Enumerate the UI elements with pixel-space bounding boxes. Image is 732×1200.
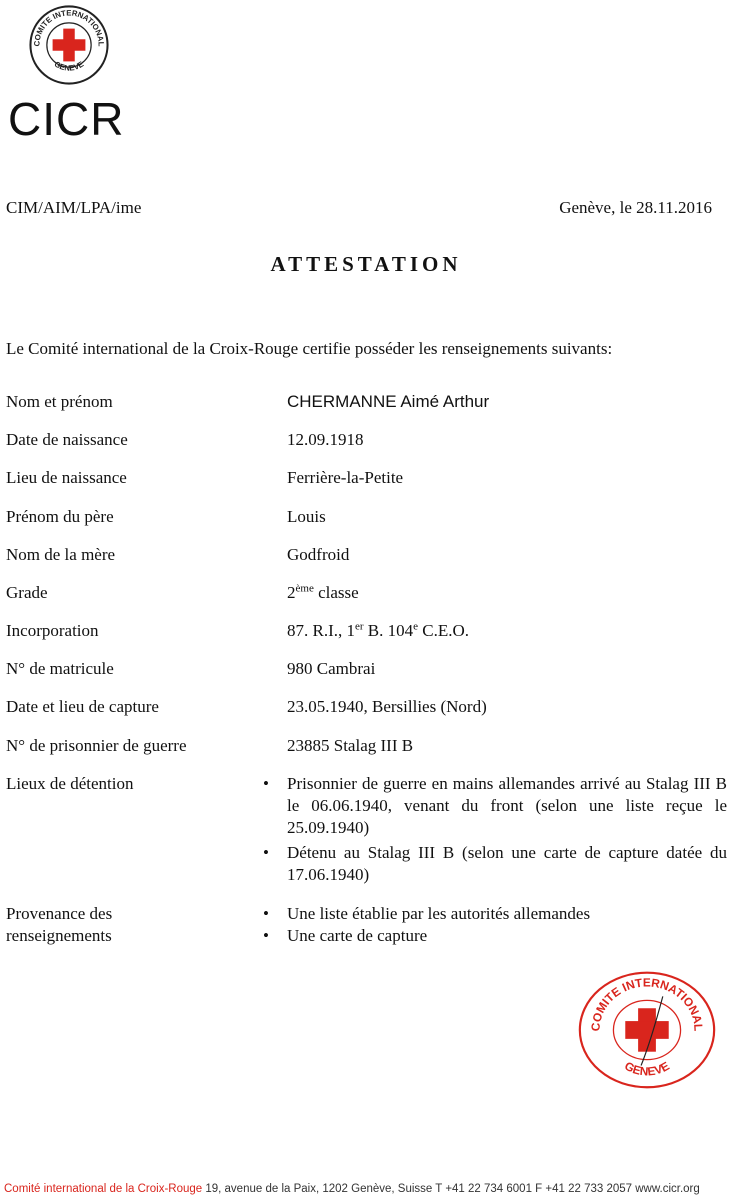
field-value-list <box>263 903 727 947</box>
field-value: 23.05.1940, Bersillies (Nord) <box>287 697 487 716</box>
list-item: • Une liste établie par les autorités allemandes <box>263 904 591 923</box>
field-label: Prénom du père <box>6 507 114 526</box>
field-label: Date de naissance <box>6 430 128 449</box>
field-label: Incorporation <box>6 621 99 640</box>
list-item: • Une carte de capture <box>263 926 428 945</box>
field-label: Grade <box>6 583 48 602</box>
document-title: ATTESTATION <box>270 252 462 276</box>
field-value: 87. R.I., 1er B. 104e C.E.O. <box>287 620 470 640</box>
intro-text: Le Comité international de la Croix-Rouge certifie posséder les renseignements suivants: <box>6 339 613 358</box>
cicr-logo-text: CICR <box>8 93 125 145</box>
footer <box>4 1183 728 1195</box>
document-date: Genève, le 28.11.2016 <box>559 198 712 217</box>
field-label: Lieu de naissance <box>6 468 127 487</box>
field-value: Ferrière-la-Petite <box>287 468 404 487</box>
field-label: Lieux de détention <box>6 774 134 793</box>
svg-text:GENEVE: GENEVE <box>52 59 86 73</box>
field-label: Nom de la mère <box>6 545 116 564</box>
field-value: Godfroid <box>287 545 350 564</box>
field-label: Date et lieu de capture <box>6 697 159 716</box>
list-item: • Prisonnier de guerre en mains allemandes arrivé au Stalag III B le 06.06.1940, venant du front (selon une liste reçue le 25.09.1940) <box>263 774 727 837</box>
icrc-seal-logo <box>28 4 110 86</box>
field-label: N° de matricule <box>6 659 114 678</box>
field-value: 980 Cambrai <box>287 659 376 678</box>
field-value: Louis <box>287 507 326 526</box>
field-label: Nom et prénom <box>6 392 113 411</box>
footer-org-name: Comité international de la Croix-Rouge <box>4 1183 203 1195</box>
svg-text:COMITE INTERNATIONAL: COMITE INTERNATIONAL <box>32 8 106 47</box>
svg-text:COMITE INTERNATIONAL: COMITE INTERNATIONAL <box>588 975 706 1032</box>
field-value-list <box>263 773 727 886</box>
field-value: 12.09.1918 <box>287 430 364 449</box>
field-label: Provenance des renseignements <box>6 904 113 945</box>
svg-text:GENEVE: GENEVE <box>622 1058 672 1079</box>
field-value: 23885 Stalag III B <box>287 736 414 755</box>
field-value: CHERMANNE Aimé Arthur <box>287 392 490 411</box>
red-seal-stamp <box>568 966 726 1090</box>
field-label: N° de prisonnier de guerre <box>6 736 187 755</box>
list-item: • Détenu au Stalag III B (selon une carte de capture datée du 17.06.1940) <box>263 843 727 884</box>
field-value: 2ème classe <box>287 582 359 602</box>
footer-address: 19, avenue de la Paix, 1202 Genève, Suisse T +41 22 734 6001 F +41 22 733 2057 www.cicr.org <box>202 1183 700 1195</box>
reference-code: CIM/AIM/LPA/ime <box>6 198 142 217</box>
